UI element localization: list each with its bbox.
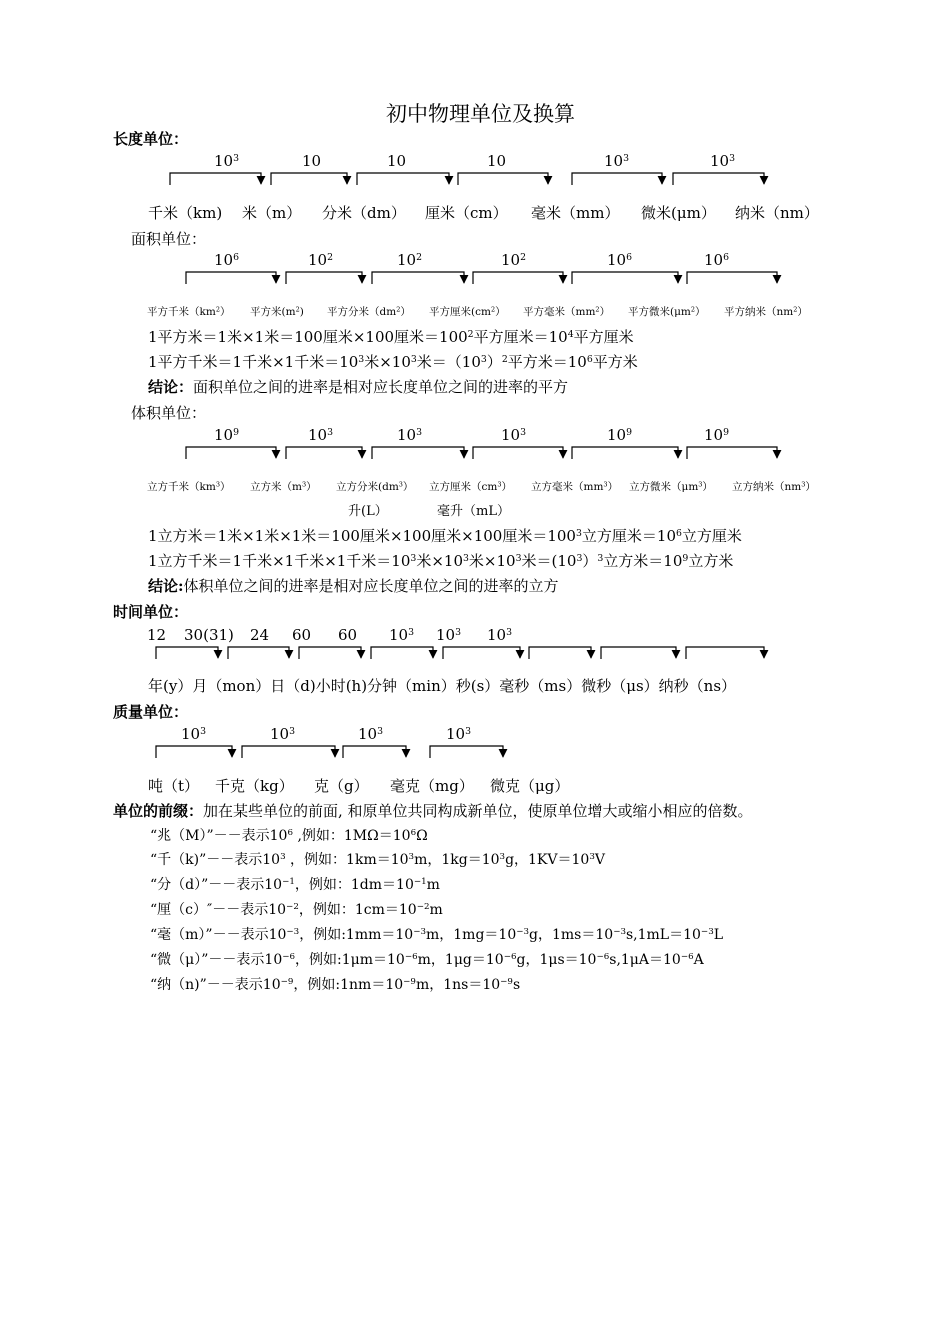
area-unit: 平方微米$(\mu m^2)$ (628, 305, 706, 318)
volume-rate: $10^3$ (501, 426, 527, 444)
area-rate: $10^6$ (607, 251, 633, 269)
length-unit: 微米(μm） (641, 204, 716, 222)
area-unit: 平方毫米$(mm^2)$ (523, 305, 611, 318)
conversion-arrow (228, 647, 289, 659)
area-rate: $10^2$ (501, 251, 527, 269)
time-rate: $10^3$ (389, 626, 415, 644)
conversion-arrow (687, 272, 777, 284)
conversion-arrow (473, 447, 563, 459)
volume-unit: 立方毫米$(mm^3)$ (531, 480, 619, 493)
mass-heading: 质量单位： (113, 703, 189, 721)
conversion-arrow (242, 746, 335, 758)
volume-unit: 立方分米$(dm^3)$ (336, 480, 414, 493)
volume-rate: $10^9$ (214, 426, 240, 444)
mass-unit: 吨（t） (148, 777, 200, 795)
volume-rate: $10^3$ (308, 426, 334, 444)
conversion-arrow (186, 272, 276, 284)
volume-conclusion: 结论:体积单位之间的进率是相对应长度单位之间的进率的立方 (148, 577, 559, 595)
volume-unit: 立方米$(m^3)$ (250, 480, 317, 493)
area-formula-1: 1平方米＝1米×1米＝100厘米×100厘米$=100^2$平方厘米$=10^4$平方厘米 (148, 328, 634, 346)
volume-rate: $10^9$ (704, 426, 730, 444)
area-unit: 平方米$(m^2)$ (250, 305, 304, 318)
length-unit: 分米（dm） (322, 204, 406, 222)
volume-formula-2: 1立方千米＝1千米×1千米×1千米$=10^3$米$\times 10^3$米$\times 10^3$米$=(10^3)^3$立方米$=10^9$立方米 (148, 552, 734, 570)
conversion-arrow (299, 647, 361, 659)
volume-heading: 体积单位： (131, 404, 207, 422)
prefix-item: “分（d）”－－表示$10^{-1}$，例如：$1dm=10^{-1}m$ (150, 877, 440, 893)
conversion-arrow (601, 647, 676, 659)
area-unit: 平方分米$(dm^2)$ (327, 305, 411, 318)
area-formula-2: 1平方千米＝1千米×1千米$=10^3$米$\times 10^3$米$=(10^3)^2$平方米$=10^6$平方米 (148, 353, 638, 371)
conversion-arrow (572, 272, 678, 284)
prefix-item: “纳（n)”－－表示$10^{-9}$，例如$:1nm=10^{-9}m$，$1ns=10^{-9}s$ (150, 977, 521, 993)
conversion-arrow (343, 746, 406, 758)
conversion-arrow (687, 447, 777, 459)
time-rate: 30(31) (184, 626, 234, 644)
mass-rate: $10^3$ (181, 725, 207, 743)
conversion-arrow (443, 647, 520, 659)
time-units: 年(y）月（mon）日（d)小时(h)分钟（min）秒(s）毫秒（ms）微秒（μs）纳秒（ns） (148, 677, 737, 695)
conversion-arrow (529, 647, 591, 659)
conversion-arrow (156, 746, 232, 758)
length-heading: 长度单位： (113, 130, 189, 148)
area-unit: 平方千米$(km^2)$ (147, 305, 231, 318)
volume-formula-1: 1立方米＝1米×1米×1米＝100厘米×100厘米×100厘米$=100^3$立方厘米$=10^6$立方厘米 (148, 527, 742, 545)
prefix-intro: 单位的前缀：加在某些单位的前面, 和原单位共同构成新单位，使原单位增大或缩小相应的倍数。 (113, 802, 753, 820)
area-rate: $10^2$ (397, 251, 423, 269)
conversion-arrow (371, 647, 433, 659)
area-heading: 面积单位： (131, 230, 207, 248)
conversion-arrow (372, 447, 464, 459)
liter-label: 升(L） (348, 504, 388, 519)
prefix-item: “微（μ）”－－表示$10^{-6}$，例如$:1\mu m=10^{-6}m$，$1\mu g=10^{-6}g$，$1\mu s=10^{-6}s,1\mu A=10^{-6}A$ (150, 952, 704, 968)
length-rate: 10 (387, 152, 407, 170)
volume-rate: $10^3$ (397, 426, 423, 444)
conversion-arrow (430, 746, 503, 758)
area-rate: $10^6$ (214, 251, 240, 269)
time-rate: 24 (250, 626, 270, 644)
time-rate: 12 (147, 626, 167, 644)
volume-rate: $10^9$ (607, 426, 633, 444)
time-rate: 60 (292, 626, 312, 644)
conversion-arrow (286, 272, 362, 284)
area-rate: $10^2$ (308, 251, 334, 269)
prefix-item: “厘（c）″－－表示$10^{-2}$，例如：$1cm=10^{-2}m$ (150, 902, 443, 918)
page-title: 初中物理单位及换算 (386, 102, 575, 126)
area-unit: 平方纳米$(nm^2)$ (724, 305, 808, 318)
conversion-arrow (572, 173, 662, 185)
conversion-arrow (186, 447, 276, 459)
length-rate: $10^3$ (214, 152, 240, 170)
prefix-item: “兆（M）”－－表示$10^6$ ,例如：$1M\Omega=10^6\Omega$ (150, 828, 428, 844)
conversion-arrow (286, 447, 362, 459)
conversion-arrow (673, 173, 764, 185)
mass-unit: 千克（kg） (215, 777, 294, 795)
mass-rate: $10^3$ (358, 725, 384, 743)
volume-unit: 立方厘米$(cm^3)$ (429, 480, 512, 493)
conversion-arrow (271, 173, 347, 185)
conversion-arrow (156, 647, 218, 659)
milliliter-label: 毫升（mL） (437, 504, 510, 519)
length-rate: 10 (487, 152, 507, 170)
mass-unit: 毫克（mg） (390, 777, 474, 795)
length-rate: $10^3$ (604, 152, 630, 170)
length-unit: 纳米（nm） (735, 204, 819, 222)
time-rate: $10^3$ (487, 626, 513, 644)
prefix-item: “千（k)”－－表示$10^3$ ，例如：$1km=10^3m$，$1kg=10^3g$，$1KV=10^3V$ (150, 852, 605, 868)
length-unit: 千米（km) (148, 204, 223, 222)
mass-rate: $10^3$ (446, 725, 472, 743)
volume-unit: 立方微米$(\mu m^3)$ (629, 480, 713, 493)
length-unit: 米（m） (242, 204, 302, 222)
time-rate: $10^3$ (436, 626, 462, 644)
length-rate: $10^3$ (710, 152, 736, 170)
area-conclusion: 结论：面积单位之间的进率是相对应长度单位之间的进率的平方 (148, 378, 569, 396)
time-heading: 时间单位： (113, 603, 189, 621)
prefix-item: “毫（m）”－－表示$10^{-3}$，例如$:1mm=10^{-3}m$，$1mg=10^{-3}g$，$1ms=10^{-3}s,1mL=10^{-3}L$ (150, 927, 724, 943)
area-rate: $10^6$ (704, 251, 730, 269)
area-unit: 平方厘米$(cm^2)$ (429, 305, 506, 318)
conversion-arrow (686, 647, 764, 659)
mass-rate: $10^3$ (270, 725, 296, 743)
mass-unit: 微克（μg） (490, 777, 570, 795)
length-rate: 10 (302, 152, 322, 170)
conversion-arrow (572, 447, 678, 459)
time-rate: 60 (338, 626, 358, 644)
volume-unit: 立方千米$(km^3)$ (147, 480, 231, 493)
conversion-arrow (357, 173, 449, 185)
length-unit: 厘米（cm） (425, 204, 508, 222)
volume-unit: 立方纳米$(nm^3)$ (732, 480, 816, 493)
conversion-arrow (473, 272, 563, 284)
mass-unit: 克（g） (314, 777, 369, 795)
conversion-arrow (458, 173, 548, 185)
conversion-arrow (170, 173, 261, 185)
conversion-arrow (372, 272, 464, 284)
length-unit: 毫米（mm） (531, 204, 620, 222)
